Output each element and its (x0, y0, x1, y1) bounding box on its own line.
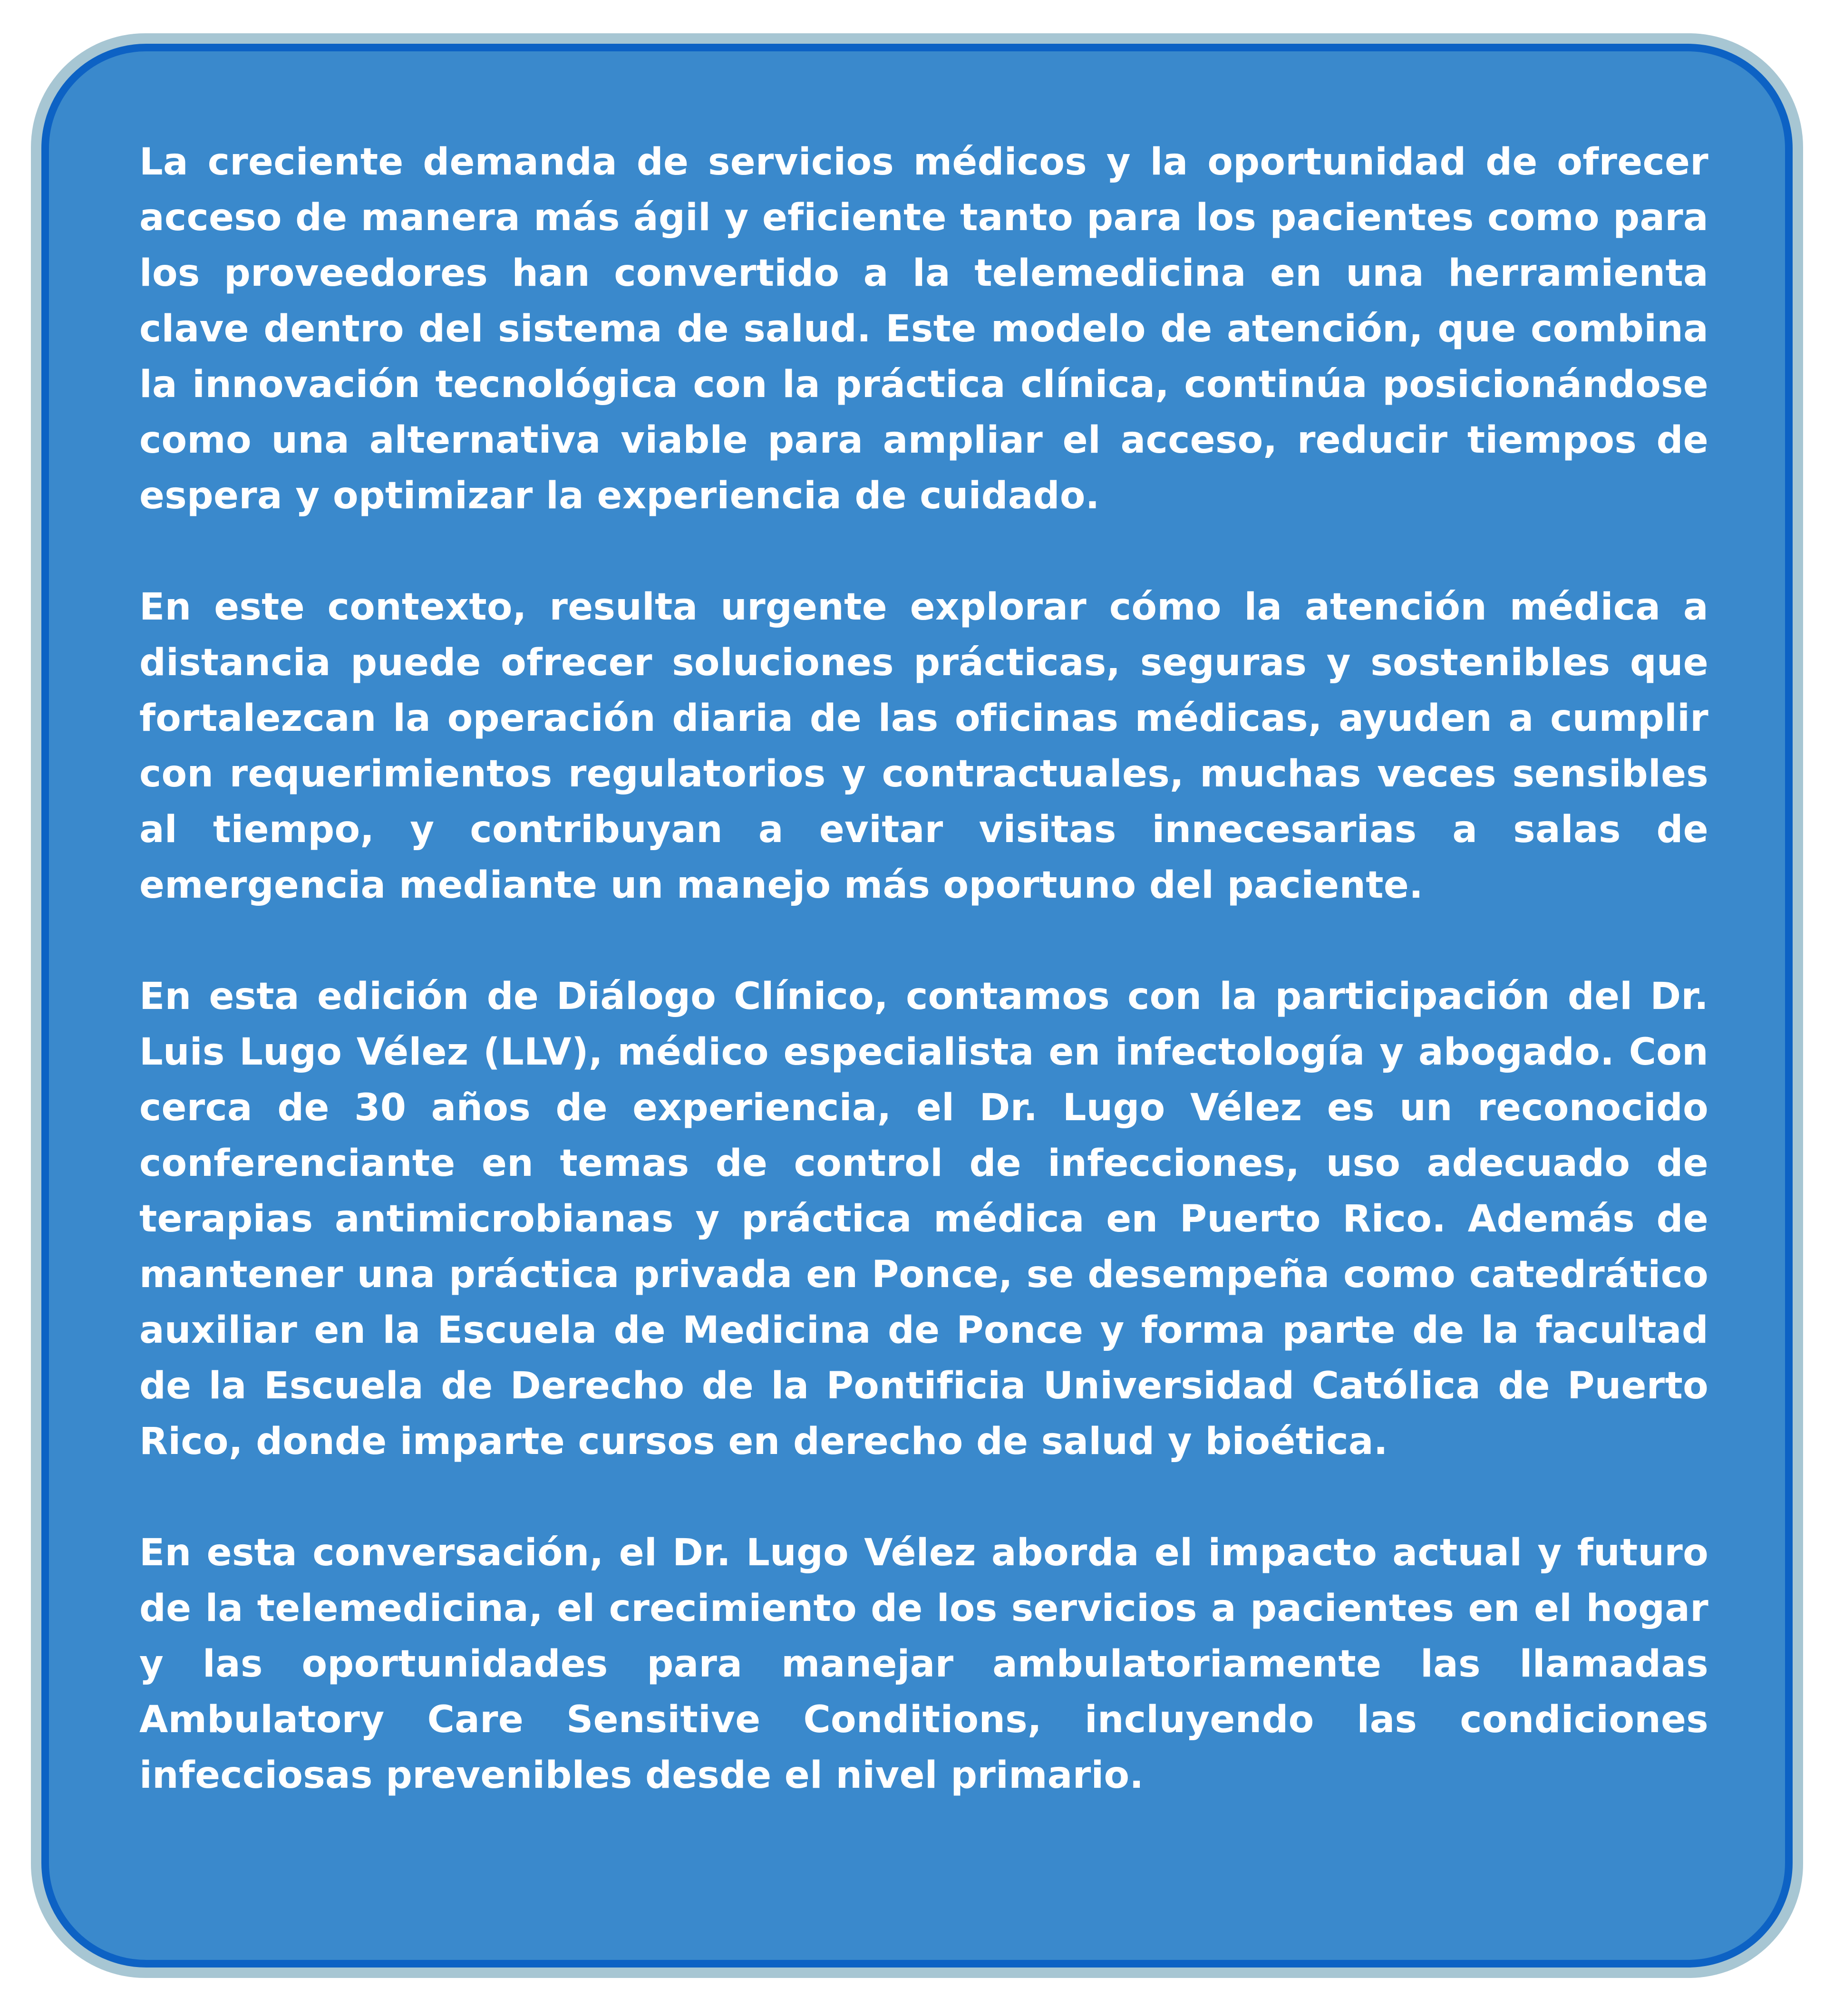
paragraph-1: La creciente demanda de servicios médicos y la oportunidad de ofrecer acceso de manera más ágil y eficiente tanto para los pacientes como para los proveedores han convertido a la telemedicina en una herramienta clave dentro del sistema de salud. Este modelo de atención, que combina la innovación tecnológica con la práctica clínica, continúa posicionándose como una alternativa viable para ampliar el acceso, reducir tiempos de espera y optimizar la experiencia de cuidado. (139, 141, 1708, 517)
paragraph-3: En esta edición de Diálogo Clínico, contamos con la participación del Dr. Luis Lugo Vélez (LLV), médico especialista en infectología y abogado. Con cerca de 30 años de experiencia, el Dr. Lugo Vélez es un reconocido conferenciante en temas de control de infecciones, uso adecuado de terapias antimicrobianas y práctica médica en Puerto Rico. Además de mantener una práctica privada en Ponce, se desempeña como catedrático auxiliar en la Escuela de Medicina de Ponce y forma parte de la facultad de la Escuela de Derecho de la Pontificia Universidad Católica de Puerto Rico, donde imparte cursos en derecho de salud y bioética. (139, 975, 1708, 1463)
article-intro-text (139, 135, 1708, 1803)
content-panel (41, 44, 1793, 1968)
paragraph-2: En este contexto, resulta urgente explorar cómo la atención médica a distancia puede ofrecer soluciones prácticas, seguras y sostenibles que fortalezcan la operación diaria de las oficinas médicas, ayuden a cumplir con requerimientos regulatorios y contractuales, muchas veces sensibles al tiempo, y contribuyan a evitar visitas innecesarias a salas de emergencia mediante un manejo más oportuno del paciente. (139, 586, 1708, 907)
outer-frame (31, 33, 1803, 1978)
paragraph-4: En esta conversación, el Dr. Lugo Vélez aborda el impacto actual y futuro de la telemedicina, el crecimiento de los servicios a pacientes en el hogar y las oportunidades para manejar ambulatoriamente las llamadas Ambulatory Care Sensitive Conditions, incluyendo las condiciones infecciosas prevenibles desde el nivel primario. (139, 1531, 1708, 1797)
